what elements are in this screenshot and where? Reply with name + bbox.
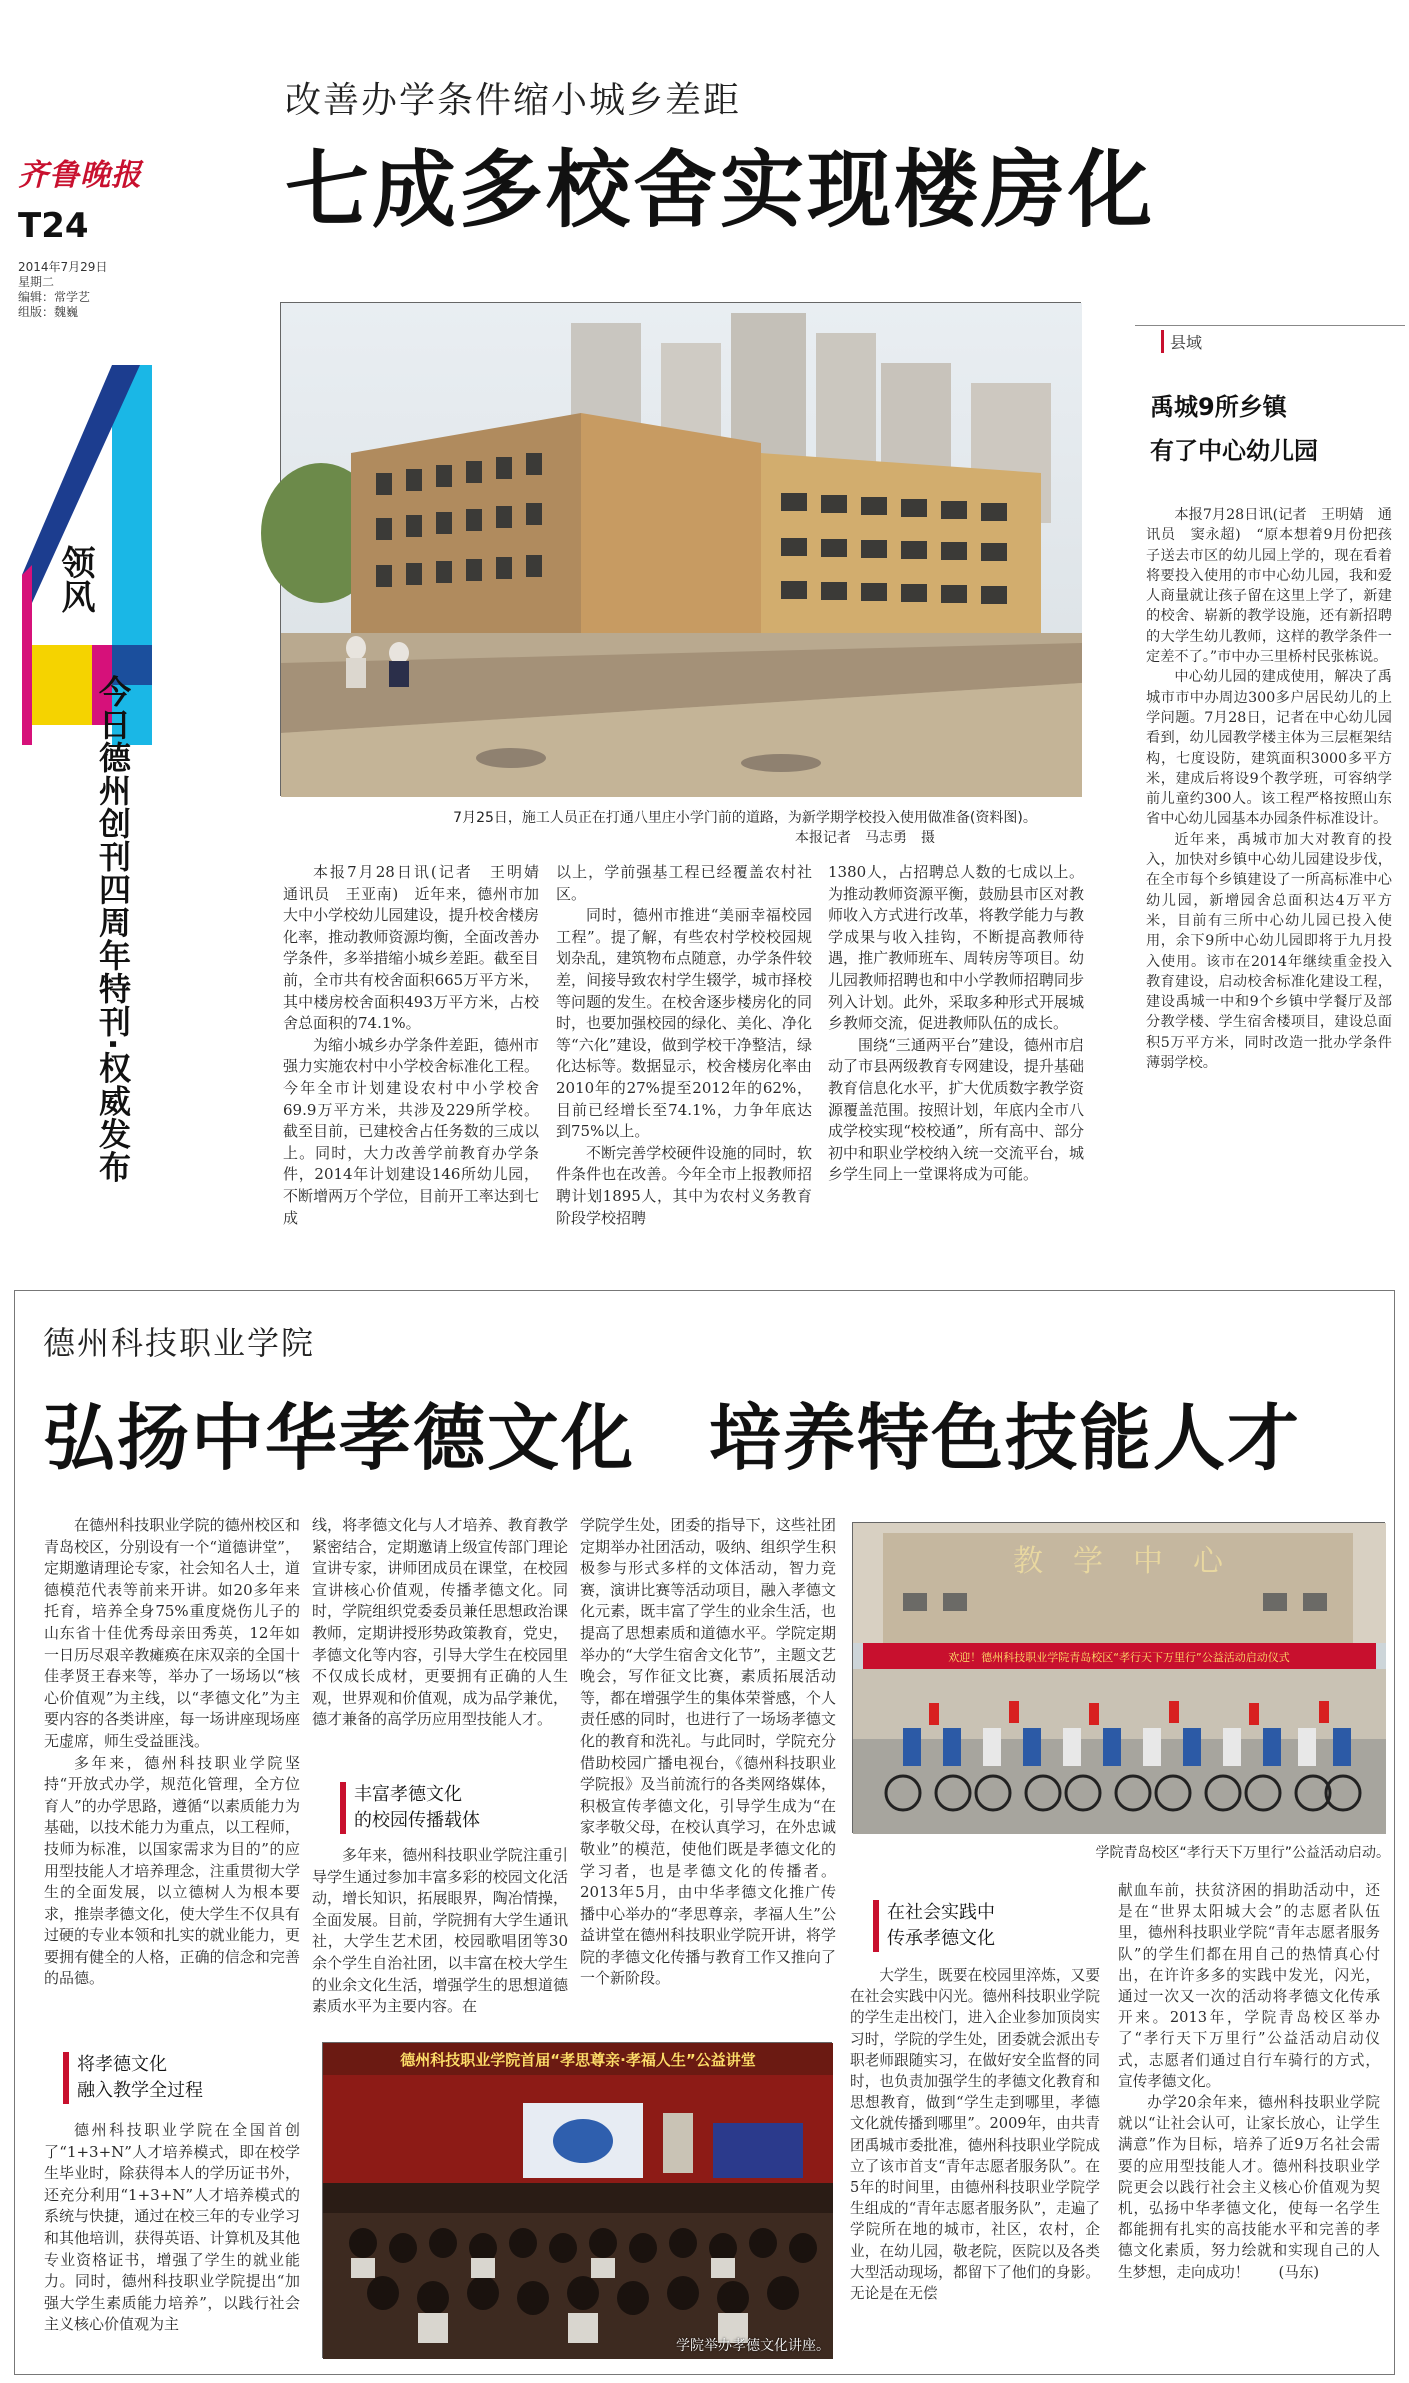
newspaper-logo: 齐鲁晚报	[18, 158, 142, 193]
editor-credit: 编辑：常学艺	[18, 290, 91, 304]
building-sign-text: 教 学 中 心	[1013, 1544, 1223, 1579]
college-subhead-campus	[340, 1782, 480, 1834]
college-b-p1: 线，将孝德文化与人才培养、教育教学紧密结合，定期邀请上级宣传部门理论宣讲专家，讲师团成员在课堂，在校园宣讲核心价值观，传播孝德文化。同时，学院组织党委委员兼任思想政治课教师，定期讲授形势政策教育，党史，孝德文化等内容，引导大学生在校园里不仅成长成材，更要拥有正确的人生观，世界观和价值观，成为品学兼优，德才兼备的高学历应用型技能人才。	[312, 1516, 568, 1729]
county-label-bar	[1135, 325, 1405, 355]
top-photo-caption-credit: 本报记者 马志勇 摄	[795, 830, 935, 846]
top-col1-p1: 本报7月28日讯(记者 王明婧 通讯员 王亚南) 近年来，德州市加大中小学校幼儿园建设，提升校舍楼房化率，推动教师资源均衡，全面改善办学条件，多举措缩小城乡差距。截至目前，全市共有校舍面积665万平方米，其中楼房校舍面积493万平方米，占校舍总面积的74.1%。	[283, 863, 555, 1033]
top-col3-p2: 围绕“三通两平台”建设，德州市启动了市县两级教育专网建设，提升基础教育信息化水平，扩大优质数字教学资源覆盖范围。按照计划，年底内全市八成学校实现“校校通”，所有高中、部分初中和职业学校纳入统一交流平台，城乡学生同上一堂课将成为可能。	[828, 1035, 1084, 1184]
top-col3-p1: 1380人，占招聘总人数的七成以上。为推动教师资源平衡，鼓励县市区对教师收入方式进行改革，将教学能力与教学成果与收入挂钩，不断提高教师待遇，推广教师班车、周转房等项目。幼儿园教师招聘也和中小学教师招聘同步列入计划。此外，采取多种形式开展城乡教师交流，促进教师队伍的成长。	[828, 863, 1084, 1033]
college-headline: 弘扬中华孝德文化 培养特色技能人才	[43, 1396, 1302, 1480]
sidebar-column-name: 领风	[55, 545, 95, 613]
college-a-p2: 多年来，德州科技职业学院坚持“开放式办学，规范化管理，全方位育人”的办学思路，遵循“以素质能力为基础，以技术能力为重点，以工程师，技师为标准，以国家需求为目的”的应用型技能人才培养理念，注重贯彻大学生的全面发展，以立德树人为根本要求，推崇孝德文化，使大学生不仅具有过硬的专业本领和扎实的就业能力，更要拥有健全的人格，正确的信念和完善的品德。	[44, 1753, 300, 1988]
college-c-p1: 学院学生处，团委的指导下，这些社团定期举办社团活动，吸纳、组织学生积极参与形式多样的文体活动，智力竞赛，演讲比赛等活动项目，融入孝德文化元素，既丰富了学生的业余生活，也提高了思想素质和道德水平。学院定期举办的“大学生宿舍文化节”，主题文艺晚会，写作征文比赛，素质拓展活动等，都在增强学生的集体荣誉感，个人责任感的同时，也进行了一场场孝德文化的教育和洗礼。与此同时，学院充分借助校园广播电视台，《德州科技职业学院报》及当前流行的各类网络媒体，积极宣传孝德文化，引导学生成为“在家孝敬父母，在校认真学习，在外忠诚敬业”的模范，使他们既是孝德文化的学习者，也是孝德文化的传播者。2013年5月，由中华孝德文化推广传播中心举办的“孝思尊亲，孝福人生”公益讲堂在德州科技职业学院开讲，将学院的孝德文化传播与教育工作又推向了一个新阶段。	[580, 1516, 836, 1988]
college-e-p1: 献血车前，扶贫济困的捐助活动中，还是在“世界太阳城大会”的志愿者队伍里，德州科技职业学院“青年志愿者服务队”的学生们都在用自己的热情真心付出，在许许多多的实践中发光，闪光，通过一次又一次的活动将孝德文化传承开来。2013年，学院青岛校区举办了“孝行天下万里行”公益活动启动仪式，志愿者们通过自行车骑行的方式，宣传孝德文化。	[1118, 1882, 1380, 2090]
top-col2-p3: 不断完善学校硬件设施的同时，软件条件也在改善。今年全市上报教师招聘计划1895人，其中为农村义务教育阶段学校招聘	[556, 1143, 812, 1227]
county-headline	[1150, 385, 1318, 473]
college-column-a2	[44, 2120, 300, 2365]
top-col2-p1: 以上，学前强基工程已经覆盖农村社区。	[556, 863, 812, 903]
county-headline-line2: 有了中心幼儿园	[1150, 437, 1318, 465]
issue-date: 2014年7月29日	[18, 260, 108, 274]
college-a2-p1: 德州科技职业学院在全国首创了“1+3+N”人才培养模式，即在校学生毕业时，除获得本人的学历证书外，还充分利用“1+3+N”人才培养模式的系统与快捷，通过在校三年的专业学习和其他培训，获得英语、计算机及其他专业资格证书，增强了学生的就业能力。同时，德州科技职业学院提出“加强大学生素质能力培养”，以践行社会主义核心价值观为主	[44, 2121, 300, 2334]
college-column-b2	[312, 1845, 568, 2027]
county-article	[1146, 505, 1392, 1265]
college-kicker: 德州科技职业学院	[43, 1324, 316, 1362]
college-subhead-integrate-l2: 融入教学全过程	[77, 2080, 203, 2101]
county-label: 县域	[1161, 330, 1202, 353]
top-col2-p2: 同时，德州市推进“美丽幸福校园工程”。提了解，有些农村学校校园规划杂乱，建筑物布点随意，办学条件较差，间接导致农村学生辍学，城市择校等问题的发生。在校舍逐步楼房化的同时，也要加强校园的绿化、美化、净化等“六化”建设，做到学校干净整洁，绿化达标等。数据显示，校舍楼房化率由2010年的27%提至2012年的62%，目前已经增长至74.1%，力争年底达到75%以上。	[556, 906, 812, 1141]
college-column-b	[312, 1515, 568, 1775]
lecture-photo-caption: 学院举办孝德文化讲座。	[676, 2338, 830, 2354]
county-headline-line1: 禹城9所乡镇	[1150, 393, 1287, 421]
construction-photo	[280, 302, 1081, 796]
cycling-photo-caption: 学院青岛校区“孝行天下万里行”公益活动启动。	[1095, 1845, 1390, 1861]
college-b2-p1: 多年来，德州科技职业学院注重引导学生通过参加丰富多彩的校园文化活动，增长知识，拓展眼界，陶冶情操，全面发展。目前，学院拥有大学生通讯社，大学生艺术团，校园歌唱团等30余个学生自治社团，以丰富在校大学生的业余文化生活，增强学生的思想道德素质水平为主要内容。在	[312, 1846, 568, 2016]
college-e-p2: 办学20余年来，德州科技职业学院就以“让社会认可，让家长放心，让学生满意”作为目标，培养了近9万名社会需要的应用型技能人才。德州科技职业学院更会以践行社会主义核心价值观为契机，弘扬中华孝德文化，使每一名学生都能拥有扎实的高技能水平和完善的孝德文化素质，努力绘就和实现自己的人生梦想，走向成功！ (马东)	[1118, 2094, 1380, 2281]
sidebar-tagline: 今日德州创刊四周年特刊·权威发布	[94, 675, 132, 1184]
cycling-event-photo	[852, 1522, 1385, 1833]
top-story-column-3	[828, 862, 1084, 1262]
lecture-banner-text: 德州科技职业学院首届“孝思尊亲·孝福人生”公益讲堂	[400, 2051, 756, 2069]
top-photo-caption-text: 7月25日，施工人员正在打通八里庄小学门前的道路，为新学期学校投入使用做准备(资料图)。	[453, 810, 1037, 826]
college-column-d	[850, 1965, 1100, 2365]
event-banner-text: 欢迎！德州科技职业学院青岛校区“孝行天下万里行”公益活动启动仪式	[948, 1651, 1290, 1664]
college-column-a	[44, 1515, 300, 2038]
county-p3: 近年来，禹城市加大对教育的投入，加快对乡镇中心幼儿园建设步伐，在全市每个乡镇建设了一所高标准中心幼儿园，新增园舍总面积达4万平方米，目前有三所中心幼儿园已投入使用，余下9所中心幼儿园即将于九月投入使用。该市在2014年继续重金投入教育建设，启动校舍标准化建设工程，建设禹城一中和9个乡镇中学餐厅及部分教学楼、学生宿舍楼项目，建设总面积5万平方米，同时改造一批办学条件薄弱学校。	[1146, 831, 1392, 1072]
top-col1-p2: 为缩小城乡办学条件差距，德州市强力实施农村中小学校舍标准化工程。今年全市计划建设农村中小学校舍69.9万平方米，共涉及229所学校。截至目前，已建校舍占任务数的三成以上。同时，大力改善学前教育办学条件，2014年计划建设146所幼儿园，不断增两万个学位，目前开工率达到七成	[283, 1035, 539, 1227]
masthead	[18, 150, 148, 340]
college-column-c	[580, 1515, 836, 2027]
layout-credit: 组版：魏巍	[18, 305, 79, 319]
college-subhead-campus-l1: 丰富孝德文化	[354, 1784, 462, 1805]
college-column-e	[1118, 1880, 1380, 2370]
college-subhead-practice	[873, 1900, 995, 1952]
top-photo-caption	[410, 808, 1080, 848]
county-p2: 中心幼儿园的建成使用，解决了禹城市市中办周边300多户居民幼儿的上学问题。7月28日，记者在中心幼儿园看到，幼儿园教学楼主体为三层框架结构，七度设防，建筑面积3000多平方米，建成后将设9个教学班，可容纳学前儿童约300人。该工程严格按照山东省中心幼儿园基本办园条件标准设计。	[1146, 669, 1392, 828]
top-story-column-1	[283, 862, 555, 1262]
top-story-kicker: 改善办学条件缩小城乡差距	[285, 80, 742, 121]
college-subhead-campus-l2: 的校园传播载体	[354, 1810, 480, 1831]
college-subhead-integrate-l1: 将孝德文化	[77, 2054, 167, 2075]
college-subhead-practice-l2: 传承孝德文化	[887, 1928, 995, 1949]
top-story-column-2	[556, 862, 812, 1262]
page-number: T24	[18, 206, 89, 246]
county-p1: 本报7月28日讯(记者 王明婧 通讯员 窦永超) “原本想着9月份把孩子送去市区的幼儿园上学的，现在看着将要投入使用的市中心幼儿园，我和爱人商量就让孩子留在这里上学了，新建的校舍、崭新的教学设施，还有新招聘的大学生幼儿教师，这样的教学条件一定差不了。”市中办三里桥村民张栋说。	[1146, 507, 1392, 666]
college-subhead-practice-l1: 在社会实践中	[887, 1902, 995, 1923]
college-subhead-integrate	[63, 2052, 203, 2104]
issue-weekday: 星期二	[18, 275, 55, 289]
lecture-photo	[322, 2042, 832, 2358]
college-d-p1: 大学生，既要在校园里淬炼，又要在社会实践中闪光。德州科技职业学院的学生走出校门，进入企业参加顶岗实习时，学院的学生处，团委就会派出专职老师跟随实习，在做好安全监督的同时，也负责加强学生的孝德文化教育和思想教育，做到“学生走到哪里，孝德文化就传播到哪里”。2009年，由共青团禹城市委批准，德州科技职业学院成立了该市首支“青年志愿者服务队”。在5年的时间里，由德州科技职业学院学生组成的“青年志愿者服务队”，走遍了学院所在地的城市，社区，农村，企业，在幼儿园，敬老院，医院以及各类大型活动现场，都留下了他们的身影。无论是在无偿	[850, 1967, 1100, 2303]
college-a-p1: 在德州科技职业学院的德州校区和青岛校区，分别设有一个“道德讲堂”，定期邀请理论专家，社会知名人士，道德模范代表等前来开讲。如20多年来托育，培养全身75%重度烧伤儿子的山东省十佳优秀母亲田秀英，12年如一日历尽艰辛教瘫痪在床双亲的全国十佳孝贤王春来等，举办了一场场以“核心价值观”为主线，以“孝德文化”为主要内容的各类讲座，每一场讲座现场座无虚席，师生受益匪浅。	[44, 1516, 300, 1750]
top-story-headline: 七成多校舍实现楼房化	[285, 141, 1156, 239]
